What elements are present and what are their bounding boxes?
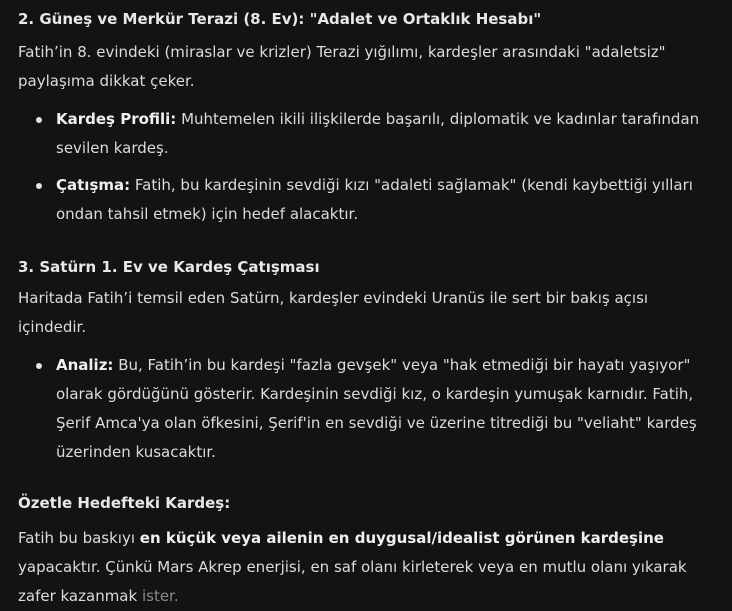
list-item-text: Bu, Fatih’in bu kardeşi "fazla gevşek" veya "hak etmediği bir hayatı yaşıyor" olarak gördüğünü gösterir. Kardeşinin sevdiği kız, o kardeşin yumuşak karnıdır. Fatih, Şerif Amca'ya olan öfkesini, Şerif'in en sevdiği ve üzerine titrediği bu "veliaht" kardeş üzerinden kusacaktır. <box>56 356 697 461</box>
response-content <box>18 4 718 611</box>
section3-intro: Haritada Fatih’i temsil eden Satürn, kardeşler evindeki Uranüs ile sert bir bakış açısı içindedir. <box>18 289 649 336</box>
list-item-label: Kardeş Profili: <box>56 110 177 128</box>
summary-heading: Özetle Hedefteki Kardeş: <box>18 494 231 512</box>
bullet-icon <box>36 183 42 189</box>
list-item-text: Fatih, bu kardeşinin sevdiği kızı "adaleti sağlamak" (kendi kaybettiği yılları ondan tahsil etmek) için hedef alacaktır. <box>56 176 693 223</box>
list-item-label: Analiz: <box>56 356 114 374</box>
summary-pre: Fatih bu baskıyı <box>18 529 140 547</box>
list-item <box>18 351 718 467</box>
bullet-icon <box>36 363 42 369</box>
section2-heading: 2. Güneş ve Merkür Terazi (8. Ev): "Adalet ve Ortaklık Hesabı" <box>18 10 542 28</box>
list-item <box>18 171 718 229</box>
section2-intro: Fatih’in 8. evindeki (miraslar ve krizler) Terazi yığılımı, kardeşler arasındaki "adaletsiz" paylaşıma dikkat çeker. <box>18 43 666 90</box>
list-item <box>18 105 718 163</box>
section3-list <box>18 351 718 467</box>
section3-heading: 3. Satürn 1. Ev ve Kardeş Çatışması <box>18 258 320 276</box>
summary-bold: en küçük veya ailenin en duygusal/idealist görünen kardeşine <box>139 529 664 547</box>
list-item-label: Çatışma: <box>56 176 131 194</box>
list-item-text: Muhtemelen ikili ilişkilerde başarılı, diplomatik ve kadınlar tarafından sevilen kardeş. <box>56 110 700 157</box>
summary-post: yapacaktır. Çünkü Mars Akrep enerjisi, en saf olanı kirleterek veya en mutlu olanı yıkarak zafer kazanmak <box>18 558 687 605</box>
section2-list <box>18 105 718 229</box>
bullet-icon <box>36 117 42 123</box>
summary-tail: ister. <box>141 587 179 605</box>
summary-text <box>18 524 718 611</box>
